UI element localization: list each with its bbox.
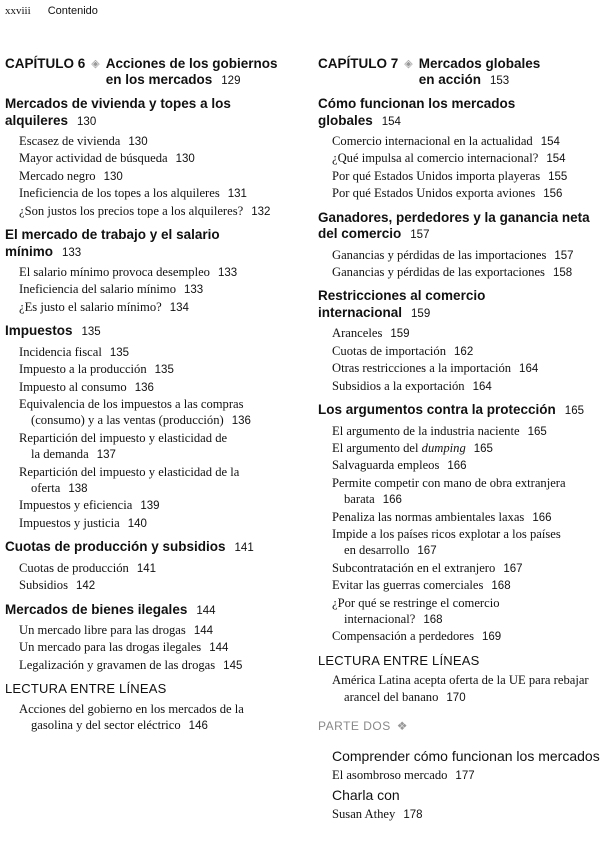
toc-entry[interactable] (318, 560, 600, 577)
toc-entry[interactable] (318, 264, 600, 281)
page-number: 156 (543, 188, 563, 201)
entry-text: (consumo) y a las ventas (producción) (31, 413, 224, 428)
entry-text: Ganancias y pérdidas de las exportaciones (332, 265, 545, 280)
entry-text: Impuesto al consumo (19, 379, 127, 394)
entry-line (19, 577, 297, 594)
toc-entry[interactable] (5, 560, 297, 577)
entry-line (332, 689, 600, 706)
entry-line (332, 423, 600, 440)
entry-line (332, 806, 600, 823)
entry-text: Cómo funcionan los mercados globales (318, 96, 516, 128)
toc-entry[interactable] (318, 247, 600, 264)
chapter-title-text: Acciones de los gobiernos (105, 56, 278, 71)
chapter-title-line (419, 56, 541, 72)
toc-entry[interactable] (318, 475, 600, 509)
entry-line (332, 360, 600, 377)
page-number: 146 (188, 720, 208, 733)
entry-line (19, 133, 297, 150)
toc-entry[interactable] (5, 701, 297, 735)
page-number: 133 (217, 267, 238, 280)
toc-entry[interactable] (5, 361, 297, 378)
entry-line (332, 133, 600, 150)
page-number: 141 (234, 542, 254, 555)
toc-entry[interactable] (5, 639, 297, 656)
toc-right-column (318, 56, 600, 823)
entry-text: Cuotas de producción (19, 560, 129, 575)
page-number: 135 (154, 364, 174, 377)
entry-text: Subsidios a la exportación (332, 378, 465, 393)
entry-line (19, 497, 297, 514)
toc-entry[interactable] (5, 203, 297, 220)
chapter-title-line (106, 72, 278, 89)
page-number: 166 (382, 494, 402, 507)
chapter-heading[interactable] (5, 56, 297, 89)
toc-entry[interactable] (318, 526, 600, 560)
entry-text: ¿Por qué se restringe el comercio (332, 595, 500, 610)
entry-text: Impuestos y eficiencia (19, 498, 133, 513)
page-number: 140 (127, 517, 147, 530)
page-number: 137 (96, 449, 116, 462)
entry-text: Comercio internacional en la actualidad (332, 134, 533, 148)
page-number: 159 (390, 328, 410, 341)
page-number: 154 (540, 136, 560, 148)
page-number: 162 (454, 345, 474, 358)
page-number: 136 (134, 381, 154, 394)
entry-text: Cuotas de importación (332, 343, 447, 358)
entry-text: El asombroso mercado (332, 768, 448, 783)
chapter-title-line (419, 72, 541, 89)
chapter-label: CAPÍTULO 7 (318, 56, 399, 71)
toc-entry[interactable] (318, 767, 600, 784)
toc-entry[interactable] (318, 150, 600, 167)
page-number: 129 (221, 75, 241, 87)
toc-entry[interactable] (5, 497, 297, 514)
chapter-heading[interactable] (318, 56, 600, 89)
page-number: 167 (503, 562, 523, 575)
entry-text: LECTURA ENTRE LÍNEAS (318, 652, 480, 668)
entry-line (318, 288, 600, 322)
entry-line (332, 325, 600, 342)
page-number: 130 (175, 153, 195, 166)
section-heading[interactable] (318, 210, 600, 244)
entry-line (5, 113, 297, 131)
entry-line (332, 595, 600, 611)
page-number: 170 (446, 691, 466, 704)
entry-line (318, 210, 600, 227)
entry-line (19, 412, 297, 429)
section-heading[interactable] (5, 539, 297, 557)
page-number: 130 (128, 136, 148, 148)
entry-line (19, 150, 297, 167)
section-heading[interactable] (318, 288, 600, 322)
section-heading[interactable] (318, 402, 600, 420)
entry-line (332, 628, 600, 645)
entry-text: Mercados de vivienda y topes a los (5, 96, 231, 111)
page-number: 159 (411, 307, 431, 320)
entry-line (19, 560, 297, 577)
entry-text: El argumento de la industria naciente (332, 423, 520, 438)
entry-text: Impuestos (5, 323, 73, 339)
entry-line (332, 785, 600, 806)
entry-text: Impuestos y justicia (19, 515, 120, 530)
toc-entry[interactable] (5, 264, 297, 281)
running-head-title: Contenido (47, 5, 98, 17)
toc-entry[interactable] (318, 378, 600, 395)
entry-line (332, 560, 600, 577)
entry-line (318, 718, 600, 734)
toc-entry[interactable] (5, 185, 297, 202)
toc-entry[interactable] (5, 299, 297, 316)
entry-line (19, 281, 297, 298)
entry-text: PARTE DOS (318, 719, 391, 734)
entry-text: Por qué Estados Unidos exporta aviones (332, 186, 536, 201)
page-number: 154 (381, 115, 401, 128)
entry-text: ¿Son justos los precios tope a los alquileres? (19, 203, 244, 218)
entry-emphasis: dumping (421, 440, 466, 455)
entry-text: ¿Es justo el salario mínimo? (19, 299, 162, 314)
page-number: 130 (77, 115, 97, 128)
entry-line (332, 247, 600, 264)
entry-text: El argumento del (332, 440, 422, 455)
page-number: 164 (472, 380, 492, 393)
entry-line (332, 509, 600, 526)
entry-text: la demanda (31, 447, 89, 462)
toc-entry[interactable] (318, 168, 600, 185)
toc-entry[interactable] (5, 168, 297, 185)
entry-line (332, 577, 600, 594)
entry-text: América Latina acepta oferta de la UE para rebajar (332, 673, 589, 688)
section-heading[interactable] (5, 227, 297, 261)
entry-line (19, 622, 297, 639)
page-number: 154 (546, 153, 566, 166)
entry-text: LECTURA ENTRE LÍNEAS (5, 681, 167, 697)
page-number: 142 (76, 580, 96, 593)
entry-text: Restricciones al comercio internacional (318, 288, 486, 320)
entry-line (332, 542, 600, 559)
entry-line (332, 611, 600, 628)
entry-line (332, 672, 600, 688)
page-number: 134 (169, 301, 189, 314)
page-number: 130 (103, 170, 123, 183)
toc-left-column (5, 56, 297, 734)
entry-text: Permite competir con mano de obra extranjera (332, 475, 566, 490)
toc-entry[interactable] (318, 185, 600, 202)
entry-text: Acciones del gobierno en los mercados de la (19, 701, 244, 716)
entry-line (332, 185, 600, 202)
toc-entry[interactable] (318, 806, 600, 823)
section-heading[interactable] (5, 602, 297, 620)
diamond-ornament-icon: ◈ (404, 58, 413, 70)
entry-text: El mercado de trabajo y el salario mínimo (5, 227, 220, 259)
page-number: 168 (423, 614, 443, 627)
entry-line (19, 299, 297, 316)
entry-text: Equivalencia de los impuestos a las compras (19, 396, 244, 411)
toc-entry[interactable] (318, 133, 600, 150)
toc-entry[interactable] (5, 396, 297, 430)
toc-entry[interactable] (5, 464, 297, 498)
toc-entry[interactable] (318, 672, 600, 706)
page-number: 158 (552, 267, 573, 280)
entry-line (19, 515, 297, 532)
entry-line (5, 323, 297, 341)
entry-text: Ineficiencia del salario mínimo (19, 282, 177, 297)
entry-line (19, 639, 297, 656)
entry-line (318, 653, 600, 669)
feature-heading (318, 653, 600, 669)
toc-entry[interactable] (318, 423, 600, 440)
entry-text: El salario mínimo provoca desempleo (19, 265, 210, 280)
entry-line (332, 457, 600, 474)
page-number: 178 (403, 808, 423, 821)
toc-entry[interactable] (318, 343, 600, 360)
entry-line (19, 701, 297, 717)
page-number: 144 (196, 604, 216, 617)
entry-line (332, 491, 600, 508)
entry-line (19, 379, 297, 396)
entry-text: Impuesto a la producción (19, 362, 147, 377)
entry-text: Cuotas de producción y subsidios (5, 539, 226, 555)
page-number: 165 (564, 405, 584, 418)
page-number: 138 (68, 483, 88, 495)
entry-line (5, 96, 297, 113)
page-number: 141 (136, 562, 157, 575)
entry-line (5, 539, 297, 557)
entry-line (318, 226, 600, 244)
entry-text: gasolina y del sector eléctrico (31, 718, 181, 733)
entry-text: Repartición del impuesto y elasticidad de (19, 430, 228, 445)
entry-text: Mayor actividad de búsqueda (19, 151, 168, 166)
entry-text: del comercio (318, 226, 402, 242)
toc-entry[interactable] (318, 325, 600, 342)
entry-line (5, 681, 297, 697)
entry-text: Ineficiencia de los topes a los alquileres (19, 186, 220, 201)
entry-text: Mercado negro (19, 168, 96, 183)
toc-entry[interactable] (5, 430, 297, 464)
page-number: 139 (140, 500, 160, 513)
toc-entry[interactable] (318, 360, 600, 377)
entry-text: Legalización y gravamen de las drogas (19, 657, 216, 672)
entry-line (19, 264, 297, 281)
entry-text: Compensación a perdedores (332, 629, 474, 644)
toc-entry[interactable] (5, 577, 297, 594)
entry-line (19, 717, 297, 734)
entry-text: Penaliza las normas ambientales laxas (332, 509, 525, 524)
entry-text: Subsidios (19, 578, 68, 593)
page-number: 155 (548, 170, 568, 183)
page-number: 166 (447, 460, 467, 473)
page-number: 169 (481, 631, 502, 644)
entry-line (19, 344, 297, 361)
page-number: 168 (491, 580, 511, 593)
part-subheading (318, 785, 600, 806)
toc-entry[interactable] (318, 577, 600, 594)
toc-entry[interactable] (5, 379, 297, 396)
entry-text: Un mercado libre para las drogas (19, 623, 186, 638)
chapter-title-text: en acción (418, 72, 482, 87)
entry-line (5, 602, 297, 620)
entry-text: Evitar las guerras comerciales (332, 578, 484, 593)
feature-heading (5, 681, 297, 697)
entry-line (19, 657, 297, 674)
entry-text: Ganancias y pérdidas de las importaciones (332, 247, 547, 262)
page-number: 133 (184, 284, 204, 297)
entry-text: en desarrollo (344, 543, 410, 558)
entry-text: Mercados de bienes ilegales (5, 601, 188, 617)
entry-line (332, 378, 600, 395)
entry-line (332, 343, 600, 360)
section-heading[interactable] (318, 96, 600, 130)
entry-text: Repartición del impuesto y elasticidad de la (19, 464, 240, 479)
page-number: 166 (532, 511, 552, 524)
entry-text: barata (344, 492, 375, 507)
entry-text: alquileres (5, 112, 69, 128)
entry-line (332, 767, 600, 784)
entry-text: Salvaguarda empleos (332, 458, 440, 473)
entry-line (19, 480, 297, 497)
toc-entry[interactable] (5, 133, 297, 150)
entry-line (332, 746, 600, 767)
toc-entry[interactable] (5, 150, 297, 167)
toc-entry[interactable] (5, 657, 297, 674)
page-number: 167 (417, 545, 437, 558)
entry-text: arancel del banano (344, 689, 439, 704)
page-number: 132 (251, 205, 271, 218)
entry-text: Comprender cómo funcionan los mercados (332, 748, 600, 765)
page-number: 153 (490, 75, 510, 87)
section-heading[interactable] (5, 96, 297, 130)
page-number: 164 (519, 363, 539, 376)
part-heading (318, 718, 600, 734)
entry-text: Los argumentos contra la protección (318, 402, 556, 418)
toc-entry[interactable] (5, 515, 297, 532)
toc-entry[interactable] (318, 440, 600, 457)
entry-line (19, 185, 297, 202)
toc-entry[interactable] (318, 509, 600, 526)
entry-text: Ganadores, perdedores y la ganancia neta (318, 209, 590, 225)
entry-text: Impide a los países ricos explotar a los países (332, 527, 561, 541)
entry-line (19, 446, 297, 463)
page-number: 136 (231, 415, 251, 428)
entry-text: Subcontratación en el extranjero (332, 560, 496, 575)
toc-entry[interactable] (5, 622, 297, 639)
page-number: 177 (455, 770, 475, 783)
chapter-label: CAPÍTULO 6 (5, 56, 86, 71)
chapter-title-text: Mercados globales (418, 56, 541, 71)
entry-text: ¿Qué impulsa al comercio internacional? (332, 151, 539, 166)
page-number: 135 (81, 326, 101, 339)
page-number: 157 (410, 229, 430, 242)
page-number: 144 (193, 625, 213, 638)
chapter-title (419, 56, 541, 89)
page-number: 157 (554, 249, 574, 262)
entry-line (19, 430, 297, 446)
chapter-title (106, 56, 278, 89)
entry-text: Incidencia fiscal (19, 344, 102, 359)
entry-line (19, 464, 297, 480)
page-number: 165 (473, 442, 493, 455)
page-number: 144 (209, 642, 229, 655)
floral-ornament-icon: ❖ (396, 719, 409, 734)
page-number: 135 (109, 346, 130, 359)
entry-line (318, 402, 600, 420)
toc-entry[interactable] (5, 344, 297, 361)
entry-text: Por qué Estados Unidos importa playeras (332, 168, 541, 183)
chapter-title-text: en los mercados (105, 72, 213, 87)
entry-line (318, 96, 600, 130)
toc-entry[interactable] (5, 281, 297, 298)
diamond-ornament-icon: ◈ (91, 58, 100, 70)
entry-text: Susan Athey (332, 806, 396, 821)
entry-text: Escasez de vivienda (19, 134, 121, 148)
entry-line (19, 361, 297, 378)
section-heading[interactable] (5, 323, 297, 341)
entry-line (19, 168, 297, 185)
entry-line (332, 150, 600, 167)
toc-entry[interactable] (318, 628, 600, 645)
entry-line (19, 396, 297, 412)
entry-line (5, 227, 297, 261)
entry-line (19, 203, 297, 220)
entry-text: Aranceles (332, 326, 383, 341)
page-number: 165 (527, 425, 547, 438)
entry-text: internacional? (344, 612, 416, 627)
page-number: 133 (62, 246, 82, 259)
entry-line (332, 440, 600, 457)
entry-line (332, 168, 600, 185)
chapter-title-line (106, 56, 278, 72)
page-number: xxviii (5, 5, 31, 17)
entry-line (332, 526, 600, 542)
entry-text: Otras restricciones a la importación (332, 361, 512, 376)
entry-line (332, 475, 600, 491)
entry-text: Un mercado para las drogas ilegales (19, 640, 202, 655)
entry-text: Charla con (332, 786, 400, 803)
entry-line (332, 264, 600, 281)
toc-entry[interactable] (318, 595, 600, 629)
toc-entry[interactable] (318, 457, 600, 474)
entry-text: oferta (31, 481, 61, 495)
running-head (5, 5, 98, 17)
part-subheading (318, 746, 600, 767)
page-number: 145 (223, 659, 243, 672)
page-number: 131 (227, 188, 247, 201)
